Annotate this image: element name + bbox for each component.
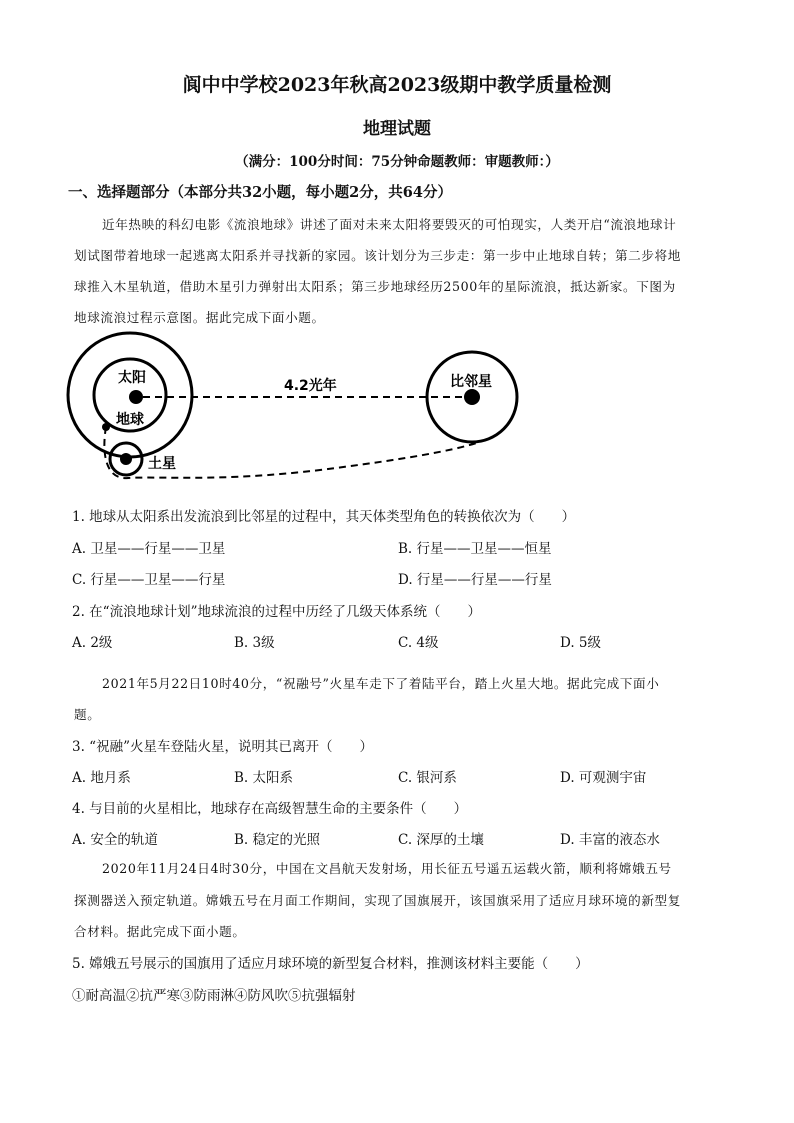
sun-label: 太阳 xyxy=(118,370,146,386)
exam-info: （满分：100分时间：75分钟命题教师：审题教师：） xyxy=(235,154,559,170)
proxima-label: 比邻星 xyxy=(450,374,492,390)
passage1-line-4: 地球流浪过程示意图。据此完成下面小题。 xyxy=(74,310,325,325)
q2-option-c[interactable]: C. 4级 xyxy=(398,635,439,651)
q2-option-a[interactable]: A. 2级 xyxy=(72,635,113,651)
q2-stem: 2. 在“流浪地球计划”地球流浪的过程中历经了几级天体系统（ ） xyxy=(72,604,481,620)
section-heading: 一、选择题部分（本部分共32小题，每小题2分，共64分） xyxy=(68,184,452,201)
distance-label: 4.2光年 xyxy=(284,378,337,394)
q1-option-b[interactable]: B. 行星——卫星——恒星 xyxy=(398,541,552,557)
q3-option-c[interactable]: C. 银河系 xyxy=(398,770,457,786)
passage3-line-1: 2020年11月24日4时30分，中国在文昌航天发射场，用长征五号遥五运载火箭，顺利将嫦娥五号 xyxy=(102,861,672,876)
q3-option-b[interactable]: B. 太阳系 xyxy=(234,770,294,786)
passage3-line-3: 合材料。据此完成下面小题。 xyxy=(74,924,246,939)
subject-title: 地理试题 xyxy=(363,119,431,139)
passage2-line-2: 题。 xyxy=(74,707,101,722)
q2-option-d[interactable]: D. 5级 xyxy=(560,635,602,651)
q4-option-c[interactable]: C. 深厚的土壤 xyxy=(398,832,484,848)
passage3-line-2: 探测器送入预定轨道。嫦娥五号在月面工作期间，实现了国旗展开，该国旗采用了适应月球环境的新型复 xyxy=(74,893,681,908)
q3-stem: 3. “祝融”火星车登陆火星，说明其已离开（ ） xyxy=(72,739,373,755)
q1-option-c[interactable]: C. 行星——卫星——行星 xyxy=(72,572,226,588)
q1-option-a[interactable]: A. 卫星——行星——卫星 xyxy=(72,541,226,557)
saturn-label: 土星 xyxy=(148,456,176,472)
q4-option-b[interactable]: B. 稳定的光照 xyxy=(234,832,321,848)
saturn-dot xyxy=(120,453,132,465)
passage1-line-1: 近年热映的科幻电影《流浪地球》讲述了面对未来太阳将要毁灭的可怕现实，人类开启“流浪地球计 xyxy=(102,217,677,232)
passage1-line-2: 划试图带着地球一起逃离太阳系并寻找新的家园。该计划分为三步走：第一步中止地球自转；第二步将地 xyxy=(74,248,681,263)
q1-option-d[interactable]: D. 行星——行星——行星 xyxy=(398,572,552,588)
passage2-line-1: 2021年5月22日10时40分，“祝融号”火星车走下了着陆平台，踏上火星大地。据此完成下面小 xyxy=(102,676,660,691)
q3-option-a[interactable]: A. 地月系 xyxy=(72,770,131,786)
passage1-line-3: 球推入木星轨道，借助木星引力弹射出太阳系；第三步地球经历2500年的星际流浪，抵达新家。下图为 xyxy=(74,279,676,294)
earth-wandering-diagram xyxy=(60,330,540,495)
q1-stem: 1. 地球从太阳系出发流浪到比邻星的过程中，其天体类型角色的转换依次为（ ） xyxy=(72,509,576,525)
q3-option-d[interactable]: D. 可观测宇宙 xyxy=(560,770,647,786)
proxima-dot xyxy=(464,389,480,405)
earth-label: 地球 xyxy=(116,412,144,428)
q5-choices: ①耐高温②抗严寒③防雨淋④防风吹⑤抗强辐射 xyxy=(72,988,356,1004)
exam-title: 阆中中学校2023年秋高2023级期中教学质量检测 xyxy=(182,74,612,96)
q4-option-a[interactable]: A. 安全的轨道 xyxy=(72,832,158,848)
q4-option-d[interactable]: D. 丰富的液态水 xyxy=(560,832,660,848)
q4-stem: 4. 与目前的火星相比，地球存在高级智慧生命的主要条件（ ） xyxy=(72,801,468,817)
q5-stem: 5. 嫦娥五号展示的国旗用了适应月球环境的新型复合材料，推测该材料主要能（ ） xyxy=(72,956,589,972)
q2-option-b[interactable]: B. 3级 xyxy=(234,635,275,651)
sun-dot xyxy=(129,390,143,404)
